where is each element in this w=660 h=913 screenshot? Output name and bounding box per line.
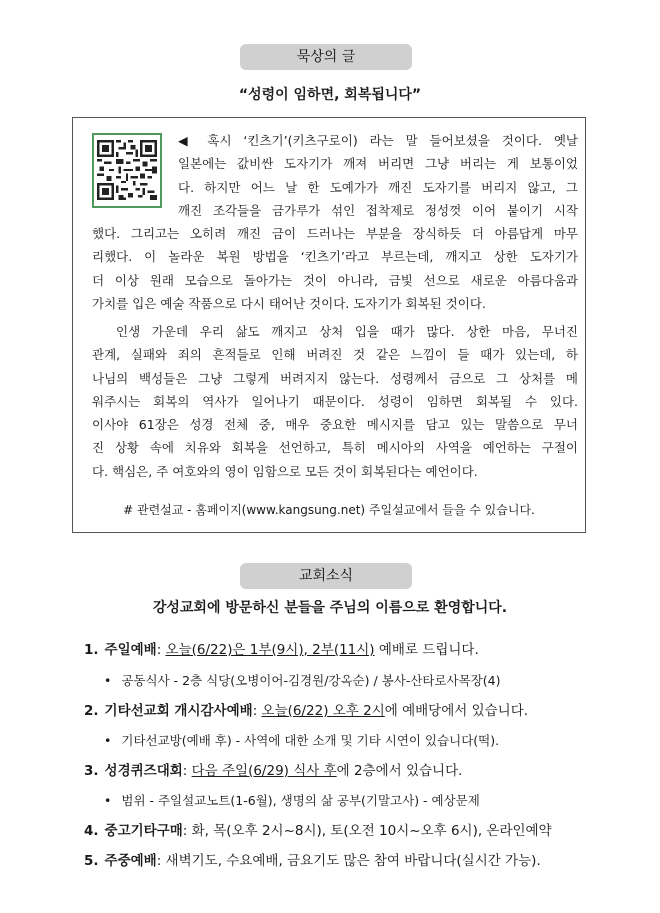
item-label: 중고기타구매 xyxy=(104,823,183,839)
welcome-message: 강성교회에 방문하신 분들을 주님의 이름으로 환영합니다. xyxy=(152,600,508,616)
news-subitem-1 xyxy=(104,670,501,692)
news-item-4 xyxy=(84,820,552,842)
text-line: 리했다. 이 놀라운 복원 방법을 ‘킨츠기’라고 부르는데, 깨지고 상한 도자기가 xyxy=(92,249,578,265)
item-number: 1. xyxy=(84,642,99,658)
item-highlight: 오늘(6/22) 오후 2시 xyxy=(261,703,385,719)
item-number: 5. xyxy=(84,853,99,869)
section-title-church-news: 교회소식 xyxy=(240,563,412,589)
text-line: ◀ 혹시 ‘킨츠기’(키츠구로이) 라는 말 들어보셨을 것이다. 옛날 xyxy=(178,133,578,148)
subitem-text: 기타선교방(예배 후) - 사역에 대한 소개 및 기타 시연이 있습니다(떡). xyxy=(121,733,500,748)
text-line: 진 상황 속에 치유와 회복을 선언하고, 특히 메시아의 사역을 예언하는 구절이 xyxy=(92,440,578,456)
text-line: 나님의 백성들은 그냥 그렇게 버려지지 않는다. 성령께서 금으로 그 상처를 메 xyxy=(92,370,578,386)
item-highlight: 오늘(6/22)은 1부(9시), 2부(11시) xyxy=(165,642,375,658)
item-number: 4. xyxy=(84,823,99,839)
item-label: 주일예배 xyxy=(104,642,157,658)
item-colon: : xyxy=(252,703,262,719)
item-highlight: 다음 주일(6/29) 식사 후 xyxy=(191,763,337,779)
subitem-text: 공동식사 - 2층 식당(오병이어-김경원/강옥순) / 봉사-산타로사목장(4) xyxy=(121,673,501,688)
article-paragraph-1 xyxy=(178,129,578,222)
item-colon: : xyxy=(182,823,188,839)
news-item-3 xyxy=(84,760,462,782)
bullet-dot-icon: • xyxy=(104,733,112,748)
text-line: 일본에는 값비싼 도자기가 깨져 버리면 그냥 버리는 게 보통이었 xyxy=(178,156,578,172)
text-line: 워주시는 회복의 역사가 일어나기 때문이다. 성령이 임하면 회복될 수 있다. xyxy=(92,393,578,409)
qr-code-icon xyxy=(92,133,162,208)
text-line: 다. 핵심은, 주 여호와의 영이 임함으로 모든 것이 회복된다는 예언이다. xyxy=(92,463,478,479)
item-text: 새벽기도, 수요예배, 금요기도 많은 참여 바랍니다(실시간 가능). xyxy=(161,853,541,869)
article-subtitle: “성령이 임하면, 회복됩니다” xyxy=(238,87,422,103)
text-line: 가치를 입은 예술 작품으로 다시 태어난 것이다. 도자기가 회복된 것이다. xyxy=(92,295,486,311)
sermon-note: # 관련설교 - 홈페이지(www.kangsung.net) 주일설교에서 들을 수 있습니다. xyxy=(123,503,535,517)
item-colon: : xyxy=(156,642,166,658)
item-number: 2. xyxy=(84,703,99,719)
text-line: 더 이상 원래 모습으로 돌아가는 것이 아니라, 금빛 선으로 새로운 아름다움과 xyxy=(92,272,578,288)
news-item-5 xyxy=(84,850,541,872)
bullet-dot-icon: • xyxy=(104,673,112,688)
section-title-meditation: 묵상의 글 xyxy=(240,44,412,70)
news-item-1 xyxy=(84,639,479,661)
article-paragraph-1-cont xyxy=(92,222,578,315)
text-line: 이사야 61장은 성경 전체 중, 매우 중요한 메시지를 담고 있는 말씀으로 무너 xyxy=(92,417,578,433)
subitem-text: 범위 - 주일설교노트(1-6월), 생명의 삶 공부(기말고사) - 예상문제 xyxy=(121,793,480,808)
text-line: 인생 가운데 우리 삶도 깨지고 상처 입을 때가 많다. 상한 마음, 무너진 xyxy=(116,324,578,339)
item-text: 에 예배당에서 있습니다. xyxy=(384,703,529,719)
item-label: 성경퀴즈대회 xyxy=(104,763,183,779)
item-text: 화, 목(오후 2시~8시), 토(오전 10시~오후 6시), 온라인예약 xyxy=(187,823,552,839)
text-line: 했다. 그리고는 오히려 깨진 금이 드러나는 부분을 장식하듯 더 아름답게 마무 xyxy=(92,226,578,241)
bullet-dot-icon: • xyxy=(104,793,112,808)
news-item-2 xyxy=(84,700,528,722)
news-subitem-2 xyxy=(104,730,499,752)
news-subitem-3 xyxy=(104,790,480,812)
text-line: 다. 하지만 어느 날 한 도예가가 깨진 도자기를 버리지 않고, 그 xyxy=(178,179,578,195)
item-label: 주중예배 xyxy=(104,853,157,869)
item-label: 기타선교회 개시감사예배 xyxy=(104,703,253,719)
item-text: 예배로 드립니다. xyxy=(374,642,479,658)
item-colon: : xyxy=(156,853,162,869)
item-colon: : xyxy=(182,763,192,779)
item-text: 에 2층에서 있습니다. xyxy=(336,763,463,779)
item-number: 3. xyxy=(84,763,99,779)
text-line: 깨진 조각들을 금가루가 섞인 접착제로 정성껏 이어 붙이기 시작 xyxy=(178,202,578,218)
article-paragraph-2 xyxy=(92,320,578,483)
text-line: 관계, 실패와 죄의 흔적들로 인해 버려진 것 같은 느낌이 들 때가 있는데, 하 xyxy=(92,347,578,363)
